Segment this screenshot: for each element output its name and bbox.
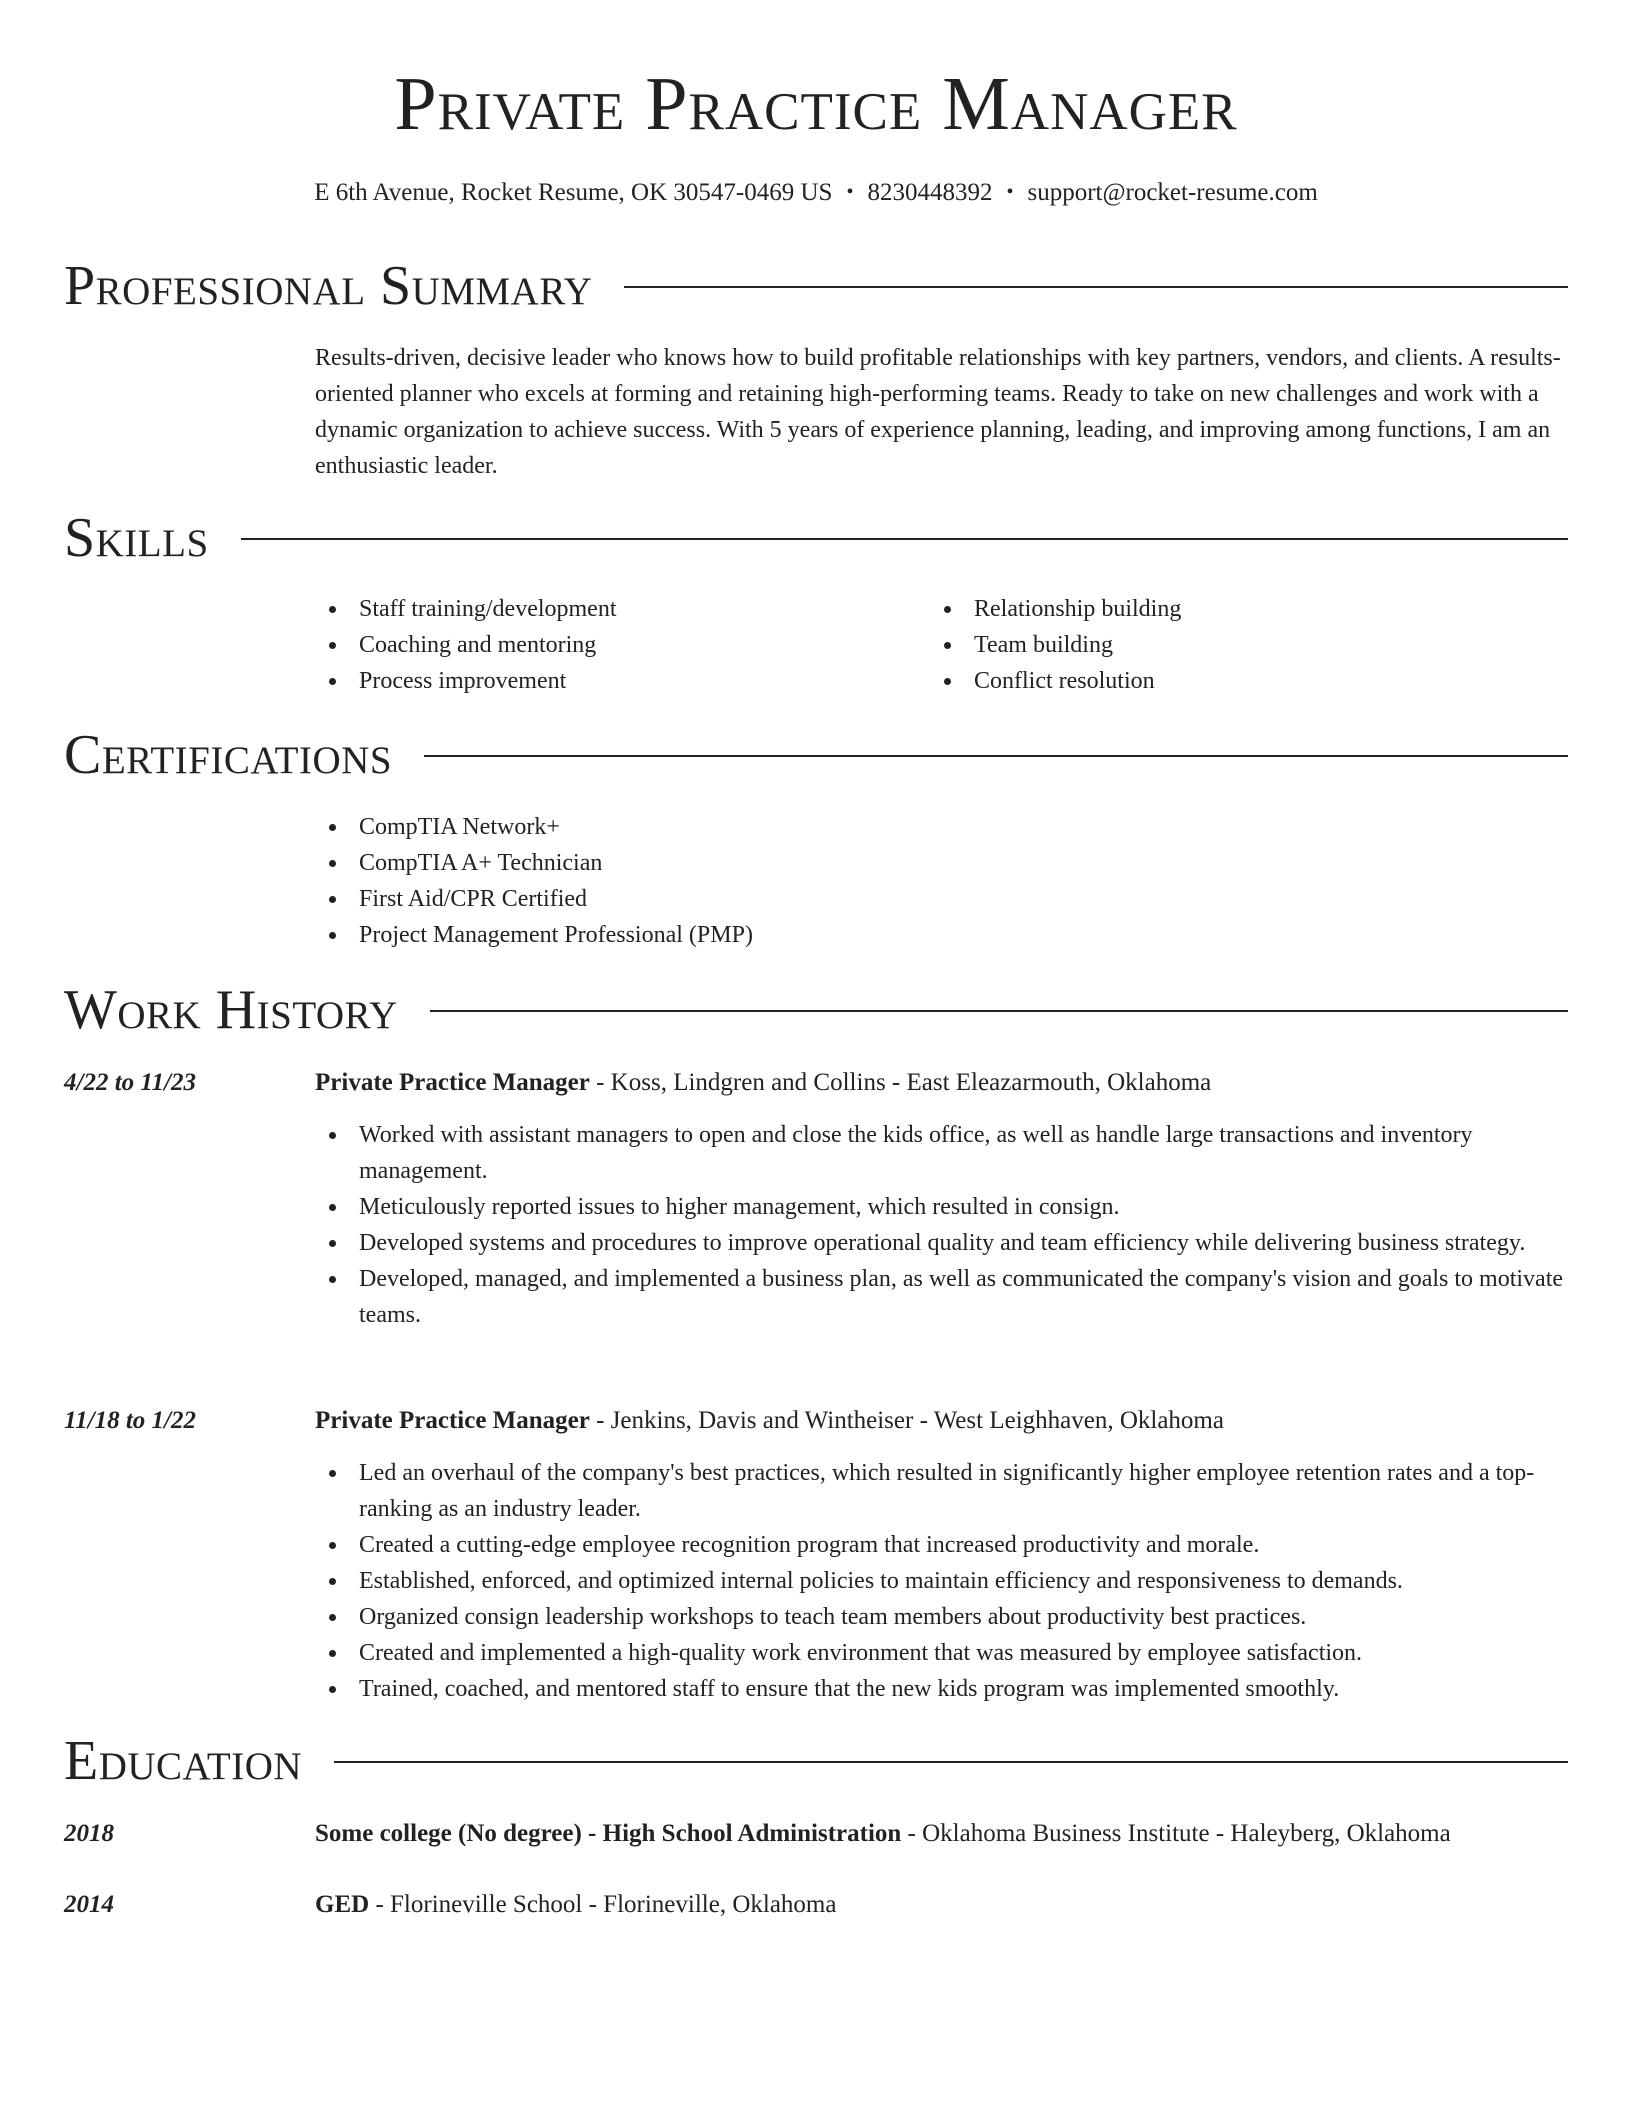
- certification-item: CompTIA A+ Technician: [315, 845, 1515, 881]
- education-year: 2018: [64, 1820, 114, 1847]
- job-heading: [315, 1065, 1571, 1101]
- skills-list-left: [315, 591, 915, 699]
- job-title: Private Practice Manager: [315, 1069, 590, 1096]
- contact-phone: 8230448392: [867, 179, 993, 206]
- job-bullet: Established, enforced, and optimized internal policies to maintain efficiency and responsiveness to demands.: [315, 1563, 1571, 1599]
- job-title: Private Practice Manager: [315, 1407, 590, 1434]
- contact-email: support@rocket-resume.com: [1027, 179, 1318, 206]
- job-bullet: Trained, coached, and mentored staff to ensure that the new kids program was implemented smoothly.: [315, 1671, 1571, 1707]
- section-work-title: Work History: [64, 979, 398, 1041]
- certification-item: First Aid/CPR Certified: [315, 881, 1515, 917]
- contact-separator: •: [1006, 181, 1014, 203]
- section-education-header: [64, 1729, 1568, 1793]
- education-degree: Some college (No degree) - High School Administration: [315, 1820, 902, 1847]
- job-bullet: Meticulously reported issues to higher management, which resulted in consign.: [315, 1189, 1571, 1225]
- skill-item: Team building: [930, 627, 1530, 663]
- education-school: - Florineville School - Florineville, Oklahoma: [369, 1891, 837, 1918]
- section-certifications-title: Certifications: [64, 724, 393, 786]
- job-bullet-list: [315, 1455, 1571, 1707]
- section-divider: [424, 755, 1568, 757]
- certifications-list: [315, 809, 1515, 953]
- contact-separator: •: [846, 181, 854, 203]
- section-divider: [430, 1010, 1568, 1012]
- job-heading: [315, 1403, 1571, 1439]
- certification-item: CompTIA Network+: [315, 809, 1515, 845]
- job-bullet: Created a cutting-edge employee recognition program that increased productivity and morale.: [315, 1527, 1571, 1563]
- section-summary-header: [64, 254, 1568, 318]
- job-bullet: Developed, managed, and implemented a business plan, as well as communicated the company's vision and goals to motivate teams.: [315, 1261, 1571, 1333]
- job-bullet: Created and implemented a high-quality work environment that was measured by employee satisfaction.: [315, 1635, 1571, 1671]
- skill-item: Staff training/development: [315, 591, 915, 627]
- education-school: - Oklahoma Business Institute - Haleyberg, Oklahoma: [901, 1820, 1451, 1847]
- job-bullet: Developed systems and procedures to improve operational quality and team efficiency while delivering business strategy.: [315, 1225, 1571, 1261]
- job-bullet: Organized consign leadership workshops to teach team members about productivity best practices.: [315, 1599, 1571, 1635]
- job-bullet: Worked with assistant managers to open and close the kids office, as well as handle large transactions and inventory management.: [315, 1117, 1571, 1189]
- certification-item: Project Management Professional (PMP): [315, 917, 1515, 953]
- education-degree: GED: [315, 1891, 370, 1918]
- job-dates: 11/18 to 1/22: [64, 1407, 196, 1434]
- job-bullet: Led an overhaul of the company's best practices, which resulted in significantly higher employee retention rates and a top-ranking as an industry leader.: [315, 1455, 1571, 1527]
- job-employer: - Jenkins, Davis and Wintheiser - West Leighhaven, Oklahoma: [589, 1407, 1224, 1434]
- section-divider: [334, 1761, 1568, 1763]
- education-entry: [315, 1887, 1571, 1923]
- skills-list-right: [930, 591, 1530, 699]
- job-dates: 4/22 to 11/23: [64, 1069, 196, 1096]
- skill-item: Relationship building: [930, 591, 1530, 627]
- contact-line: [0, 176, 1632, 209]
- skill-item: Process improvement: [315, 663, 915, 699]
- section-work-header: [64, 978, 1568, 1042]
- education-entry: [315, 1816, 1571, 1852]
- candidate-name: Private Practice Manager: [394, 62, 1238, 146]
- job-bullet-list: [315, 1117, 1571, 1333]
- section-education-title: Education: [64, 1730, 303, 1792]
- section-certifications-header: [64, 723, 1568, 787]
- contact-address: E 6th Avenue, Rocket Resume, OK 30547-0469 US: [314, 179, 833, 206]
- skill-item: Coaching and mentoring: [315, 627, 915, 663]
- summary-text: Results-driven, decisive leader who knows how to build profitable relationships with key partners, vendors, and clients. A results-oriented planner who excels at forming and retaining high-performing teams. Ready to take on new challenges and work with a dynamic organization to achieve success. With 5 years of experience planning, leading, and improving among functions, I am an enthusiastic leader.: [315, 345, 1561, 479]
- skill-item: Conflict resolution: [930, 663, 1530, 699]
- job-employer: - Koss, Lindgren and Collins - East Eleazarmouth, Oklahoma: [589, 1069, 1212, 1096]
- section-skills-header: [64, 506, 1568, 570]
- section-skills-title: Skills: [64, 507, 209, 569]
- education-year: 2014: [64, 1891, 114, 1918]
- section-summary-title: Professional Summary: [64, 255, 593, 317]
- section-divider: [624, 286, 1568, 288]
- section-divider: [241, 538, 1568, 540]
